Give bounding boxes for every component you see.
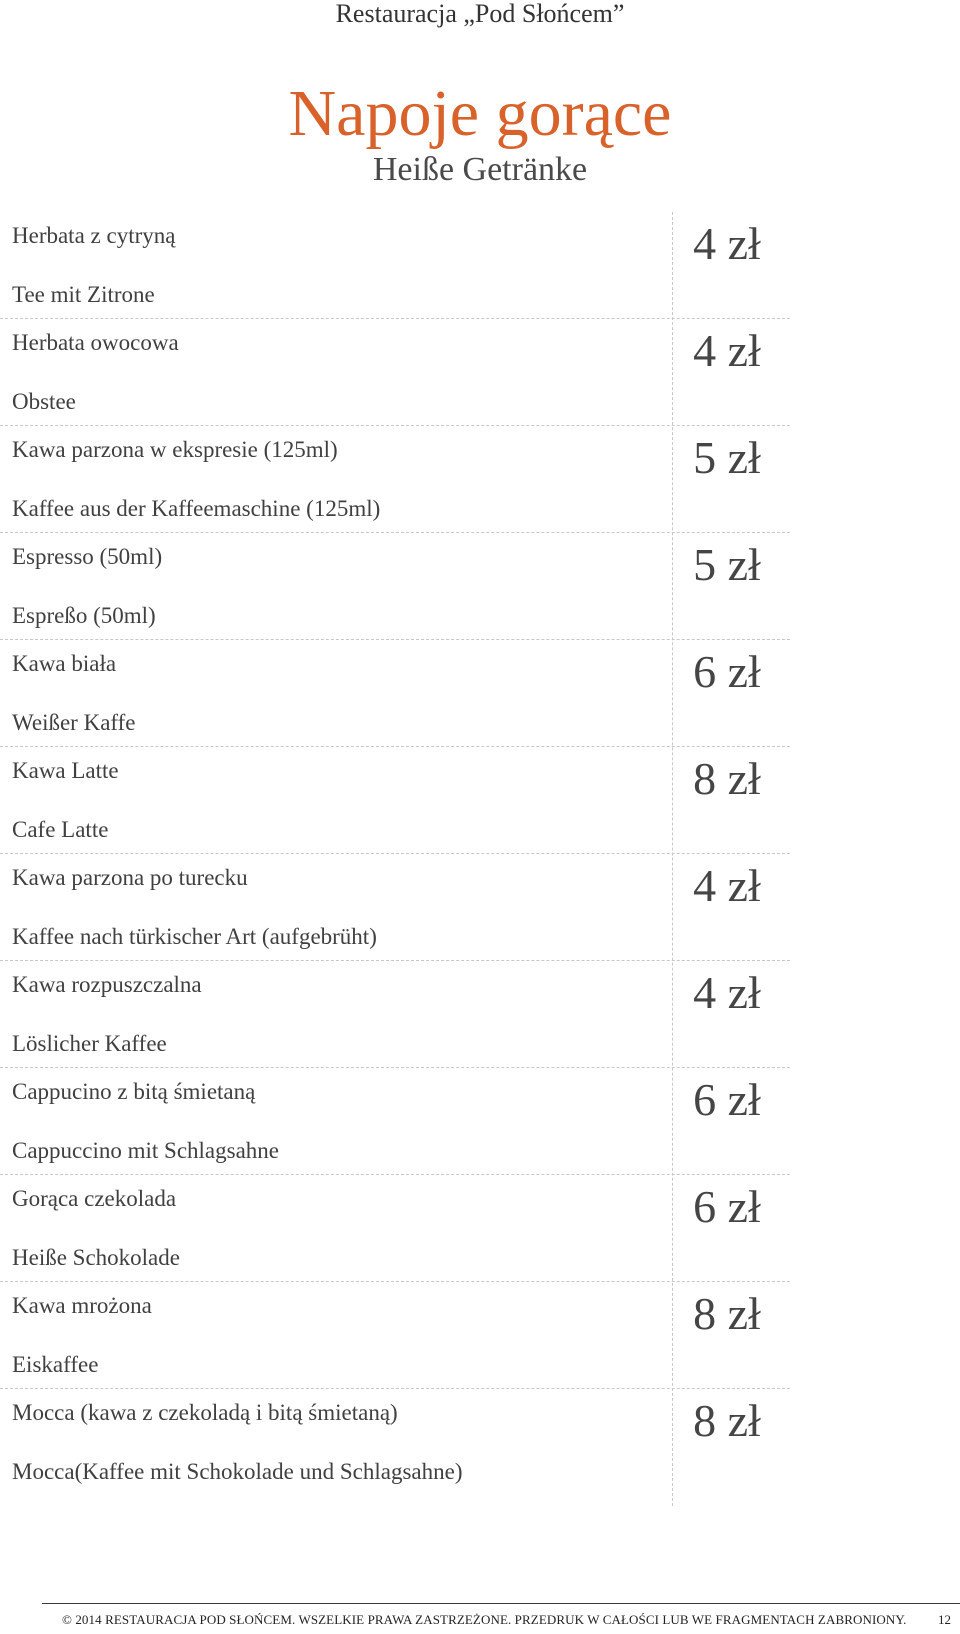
footer-copyright: © 2014 RESTAURACJA POD SŁOŃCEM. WSZELKIE PRAWA ZASTRZEŻONE. PRZEDRUK W CAŁOŚCI LUB WE FRAGMENTACH ZABRONIONY. <box>62 1612 907 1627</box>
item-name-de: Espreßo (50ml) <box>12 603 156 628</box>
item-name-pl: Kawa parzona w ekspresie (125ml) <box>12 437 338 462</box>
item-name-pl: Espresso (50ml) <box>12 544 163 569</box>
item-name-de: Kaffee nach türkischer Art (aufgebrüht) <box>12 924 377 949</box>
menu-item <box>0 961 790 1068</box>
item-name-pl: Mocca (kawa z czekoladą i bitą śmietaną) <box>12 1400 398 1425</box>
item-price: 8 zł <box>693 753 761 804</box>
item-name-de: Eiskaffee <box>12 1352 99 1377</box>
menu-item <box>0 854 790 961</box>
item-price: 5 zł <box>693 539 761 590</box>
item-name-de: Cafe Latte <box>12 817 109 842</box>
item-price: 6 zł <box>693 646 761 697</box>
item-name-pl: Kawa Latte <box>12 758 119 783</box>
item-name-de: Cappuccino mit Schlagsahne <box>12 1138 279 1163</box>
item-name-pl: Cappucino z bitą śmietaną <box>12 1079 256 1104</box>
footer-rule <box>42 1603 960 1604</box>
restaurant-name: Restauracja „Pod Słońcem” <box>335 0 625 28</box>
item-price: 6 zł <box>693 1181 761 1232</box>
item-name-de: Obstee <box>12 389 76 414</box>
item-name-de: Tee mit Zitrone <box>12 282 155 307</box>
item-price: 5 zł <box>693 432 761 483</box>
item-name-pl: Kawa rozpuszczalna <box>12 972 202 997</box>
item-price: 4 zł <box>693 860 761 911</box>
item-name-de: Weißer Kaffe <box>12 710 136 735</box>
item-name-pl: Kawa mrożona <box>12 1293 152 1318</box>
section-subtitle: Heiße Getränke <box>372 151 588 188</box>
menu-list <box>0 212 790 1496</box>
item-name-de: Löslicher Kaffee <box>12 1031 167 1056</box>
item-price: 8 zł <box>693 1288 761 1339</box>
menu-item <box>0 426 790 533</box>
item-price: 6 zł <box>693 1074 761 1125</box>
menu-item <box>0 1175 790 1282</box>
item-name-pl: Kawa biała <box>12 651 117 676</box>
item-name-pl: Kawa parzona po turecku <box>12 865 248 890</box>
menu-item <box>0 1389 790 1496</box>
menu-item <box>0 212 790 319</box>
item-price: 8 zł <box>693 1395 761 1446</box>
item-price: 4 zł <box>693 218 761 269</box>
menu-item <box>0 747 790 854</box>
menu-item <box>0 319 790 426</box>
item-name-pl: Herbata owocowa <box>12 330 179 355</box>
menu-item <box>0 640 790 747</box>
menu-item <box>0 1068 790 1175</box>
item-name-de: Heiße Schokolade <box>12 1245 180 1270</box>
item-name-de: Kaffee aus der Kaffeemaschine (125ml) <box>12 496 381 521</box>
item-name-de: Mocca(Kaffee mit Schokolade und Schlagsahne) <box>12 1459 463 1484</box>
section-title: Napoje gorące <box>288 77 672 150</box>
menu-item <box>0 533 790 640</box>
item-price: 4 zł <box>693 967 761 1018</box>
menu-item <box>0 1282 790 1389</box>
item-name-pl: Herbata z cytryną <box>12 223 176 248</box>
item-price: 4 zł <box>693 325 761 376</box>
page-number: 12 <box>938 1612 951 1627</box>
item-name-pl: Gorąca czekolada <box>12 1186 177 1211</box>
